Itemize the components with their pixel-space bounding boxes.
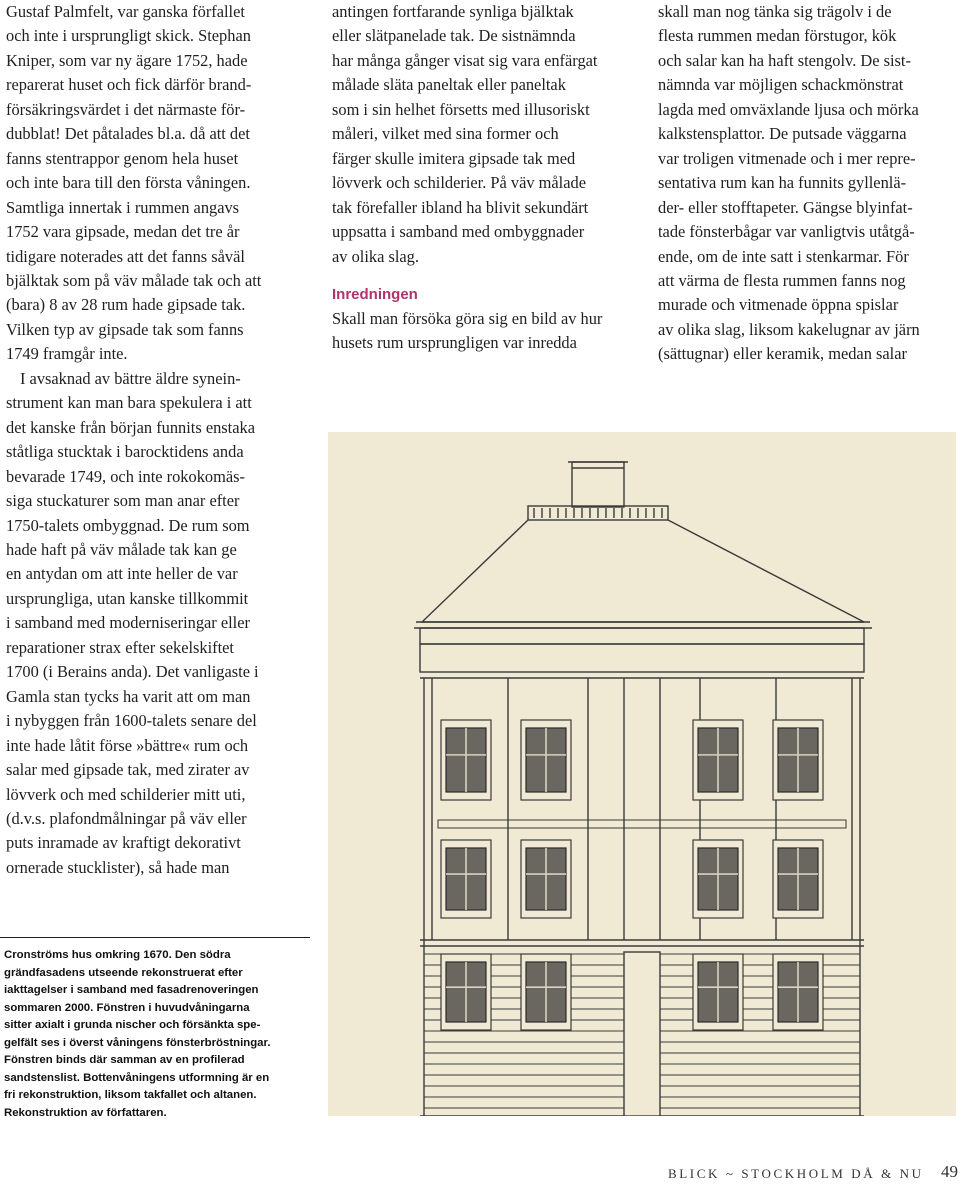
text-line: har många gånger visat sig vara enfärgat bbox=[332, 50, 598, 70]
text-line: och salar kan ha haft stengolv. De sist- bbox=[658, 50, 911, 70]
text-line: inte hade låtit förse »bättre« rum och bbox=[6, 735, 249, 755]
text-line: husets rum ursprungligen var inredda bbox=[332, 333, 577, 353]
text-line: nämnda var möjligen schackmönstrat bbox=[658, 75, 904, 95]
text-line: skall man nog tänka sig trägolv i de bbox=[658, 2, 892, 21]
text-line: reparationer strax efter sekelskiftet bbox=[6, 637, 234, 657]
text-line: reparerat huset och fick därför brand- bbox=[6, 75, 252, 95]
string-course bbox=[420, 940, 864, 946]
text-line: (bara) 8 av 28 rum hade gipsade tak. bbox=[6, 295, 246, 315]
attic-band bbox=[420, 644, 864, 672]
text-line: ursprungliga, utan kanske tillkommit bbox=[6, 588, 249, 608]
caption-line: Fönstren binds där samman av en profilerad bbox=[4, 1054, 245, 1066]
page-footer bbox=[668, 1162, 958, 1182]
text-line: murade och vitmenade öppna spislar bbox=[658, 295, 899, 315]
caption-line: sommaren 2000. Fönstren i huvudvåningarna bbox=[4, 1001, 250, 1014]
entrance-door bbox=[624, 952, 660, 1116]
text-line: der- eller stofftapeter. Gängse blyinfat- bbox=[658, 197, 913, 217]
text-line: hade haft på väv målade tak kan ge bbox=[6, 539, 237, 559]
text-line: 1749 framgår inte. bbox=[6, 344, 128, 364]
frieze bbox=[420, 628, 864, 644]
caption-line: Rekonstruktion av författaren. bbox=[4, 1106, 167, 1119]
caption-line: iakttagelser i samband med fasadrenoveringen bbox=[4, 984, 259, 996]
text-line: och inte bara till den första våningen. bbox=[6, 173, 251, 193]
caption-line: sandstenslist. Bottenvåningens utformning är en bbox=[4, 1071, 270, 1084]
text-line: (d.v.s. plafondmålningar på väv eller bbox=[6, 808, 247, 828]
text-line: i nybyggen från 1600-talets senare del bbox=[6, 711, 257, 731]
text-line: ende, om de inte satt i stenkarmar. För bbox=[658, 246, 909, 266]
text-line: målade släta paneltak eller paneltak bbox=[332, 75, 566, 95]
text-line: kalkstensplattor. De putsade väggarna bbox=[658, 124, 907, 144]
caption-divider bbox=[0, 937, 310, 938]
text-line: ståtliga stucktak i barocktidens anda bbox=[6, 442, 244, 462]
text-line: bjälktak som på väv målade tak och att bbox=[6, 270, 262, 290]
sill-band bbox=[438, 820, 846, 828]
text-line: lövverk och schilderier. På väv målade bbox=[332, 173, 586, 193]
text-line: i samband med moderniseringar eller bbox=[6, 613, 250, 633]
text-line: tidigare noterades att det fanns såväl bbox=[6, 246, 245, 266]
column-right bbox=[658, 0, 954, 367]
text-line: lagda med omväxlande ljusa och mörka bbox=[658, 99, 919, 119]
text-line: salar med gipsade tak, med zirater av bbox=[6, 760, 250, 780]
caption-line: fri rekonstruktion, liksom takfallet och altanen. bbox=[4, 1089, 257, 1101]
facade-drawing bbox=[328, 432, 956, 1116]
text-line: Vilken typ av gipsade tak som fanns bbox=[6, 319, 244, 339]
text-line: Samtliga innertak i rummen angavs bbox=[6, 197, 240, 217]
text-line: en antydan om att inte heller de var bbox=[6, 564, 238, 584]
altan-balusters bbox=[534, 508, 662, 518]
text-line: 1752 vara gipsade, medan det tre år bbox=[6, 222, 240, 242]
facade-drawing-svg bbox=[328, 432, 956, 1116]
text-line: och inte i ursprungligt skick. Stephan bbox=[6, 26, 251, 46]
text-line: flesta rummen medan förstugor, kök bbox=[658, 26, 897, 46]
text-line: det kanske från början funnits enstaka bbox=[6, 417, 255, 437]
text-line: Skall man försöka göra sig en bild av hur bbox=[332, 308, 603, 328]
text-line: ornerade stucklister), så hade man bbox=[6, 857, 230, 877]
text-line: I avsaknad av bättre äldre synein- bbox=[20, 368, 241, 388]
caption-line: sitter axialt i grunda nischer och försänkta spe- bbox=[4, 1019, 261, 1031]
section-heading: Inredningen bbox=[332, 285, 418, 303]
text-line: Gamla stan tycks ha varit att om man bbox=[6, 686, 251, 706]
text-line: 1750-talets ombyggnad. De rum som bbox=[6, 515, 250, 535]
roof bbox=[422, 520, 864, 622]
cornice bbox=[414, 622, 872, 628]
text-line: siga stuckaturer som man anar efter bbox=[6, 491, 240, 511]
column-left bbox=[6, 0, 306, 880]
text-line: av olika slag. bbox=[332, 246, 419, 266]
caption-line: Cronströms hus omkring 1670. Den södra bbox=[4, 949, 231, 961]
figure-caption bbox=[4, 947, 310, 1122]
text-line: sentativa rum kan ha funnits gyllenlä- bbox=[658, 173, 907, 193]
text-line: uppsatta i samband med ombyggnader bbox=[332, 222, 585, 242]
text-line: Gustaf Palmfelt, var ganska förfallet bbox=[6, 2, 245, 21]
text-line: puts inramade av kraftigt dekorativt bbox=[6, 833, 241, 853]
chimney-cap bbox=[568, 462, 628, 468]
text-line: av olika slag, liksom kakelugnar av järn bbox=[658, 319, 920, 339]
text-line: Kniper, som var ny ägare 1752, hade bbox=[6, 50, 248, 70]
caption-line: gelfält ses i överst våningens fönsterbröstningar. bbox=[4, 1036, 271, 1049]
column-middle bbox=[332, 0, 632, 356]
text-line: dubblat! Det påtalades bl.a. då att det bbox=[6, 124, 250, 144]
text-line: tade fönsterbågar var vanligtvis utåtgå- bbox=[658, 222, 915, 242]
text-line: som i sin helhet försetts med illusoriskt bbox=[332, 99, 590, 119]
text-line: måleri, vilket med sina former och bbox=[332, 124, 559, 144]
text-line: 1700 (i Berains anda). Det vanligaste i bbox=[6, 662, 259, 682]
text-line: att värma de flesta rummen fanns nog bbox=[658, 270, 906, 290]
text-line: bevarade 1749, och inte rokokomäs- bbox=[6, 466, 245, 486]
text-line: strument kan man bara spekulera i att bbox=[6, 393, 252, 413]
running-title: BLICK ~ STOCKHOLM DÅ & NU bbox=[668, 1166, 924, 1181]
text-line: antingen fortfarande synliga bjälktak bbox=[332, 2, 574, 21]
text-line: tak förefaller ibland ha blivit sekundärt bbox=[332, 197, 589, 217]
caption-line: grändfasadens utseende rekonstruerat efter bbox=[4, 966, 243, 979]
text-line: (sättugnar) eller keramik, medan salar bbox=[658, 344, 907, 364]
page-number: 49 bbox=[941, 1162, 958, 1181]
text-line: var troligen vitmenade och i mer repre- bbox=[658, 148, 916, 168]
text-line: lövverk och med schilderier mitt uti, bbox=[6, 784, 246, 804]
chimney bbox=[572, 462, 624, 507]
text-line: färger skulle imitera gipsade tak med bbox=[332, 148, 576, 168]
text-line: försäkringsvärdet i det närmaste för- bbox=[6, 99, 246, 119]
text-line: fanns stentrappor genom hela huset bbox=[6, 148, 239, 168]
text-line: eller slätpanelade tak. De sistnämnda bbox=[332, 26, 576, 46]
